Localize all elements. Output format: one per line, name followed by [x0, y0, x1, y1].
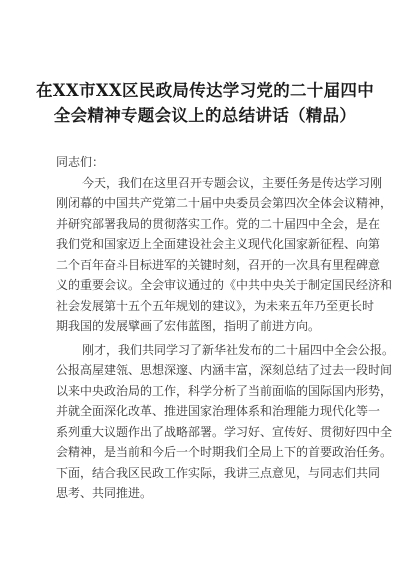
- document-body: [56, 152, 395, 504]
- paragraph-line: 二个百年奋斗目标进军的关键时刻，召开的一次具有里程碑意: [56, 257, 381, 272]
- paragraph-line: 会精神，是当前和今后一个时期我们全局上下的首要政治任务。: [56, 445, 393, 459]
- salutation: 同志们：: [56, 155, 105, 169]
- paragraph-1: [56, 173, 393, 337]
- paragraph-line: 我们党和国家迈上全面建设社会主义现代化国家新征程、向第: [56, 237, 381, 251]
- paragraph-line: 系列重大议题作出了战略部署。学习好、宣传好、贯彻好四中全: [56, 424, 393, 439]
- paragraph-line: 义的重要会议。全会审议通过的《中共中央关于制定国民经济和: [56, 278, 393, 292]
- paragraph-line: 社会发展第十五个五年规划的建议》，为未来五年乃至更长时: [56, 298, 375, 313]
- paragraph-line: 刚才，我们共同学习了新华社发布的二十届四中全会公报。: [82, 342, 395, 357]
- document-title: [36, 78, 374, 128]
- paragraph-line: 并就全面深化改革、推进国家治理体系和治理能力现代化等一: [56, 404, 381, 418]
- paragraph-2: [56, 340, 395, 504]
- paragraph-line: 刚闭幕的中国共产党第二十届中央委员会第四次全体会议精神，: [56, 196, 393, 210]
- paragraph-line: 以来中央政治局的工作，科学分析了当前面临的国际国内形势，: [56, 383, 393, 398]
- paragraph-line: 下面，结合我区民政工作实际，我讲三点意见，与同志们共同: [56, 465, 381, 480]
- paragraph-line: 公报高屋建瓴、思想深邃、内涵丰富，深刻总结了过去一段时间: [56, 363, 393, 377]
- paragraph-line: 今天，我们在这里召开专题会议，主要任务是传达学习刚: [82, 175, 383, 190]
- paragraph-line: 期我国的发展擘画了宏伟蓝图，指明了前进方向。: [56, 319, 321, 333]
- paragraph-line: 并研究部署我局的贯彻落实工作。党的二十届四中全会，是在: [56, 216, 381, 231]
- paragraph-line: 思考、共同推进。: [56, 486, 153, 500]
- title-line-1: 在XX市XX区民政局传达学习党的二十届四中: [36, 81, 375, 100]
- title-line-2: 全会精神专题会议上的总结讲话（精品）: [53, 106, 357, 125]
